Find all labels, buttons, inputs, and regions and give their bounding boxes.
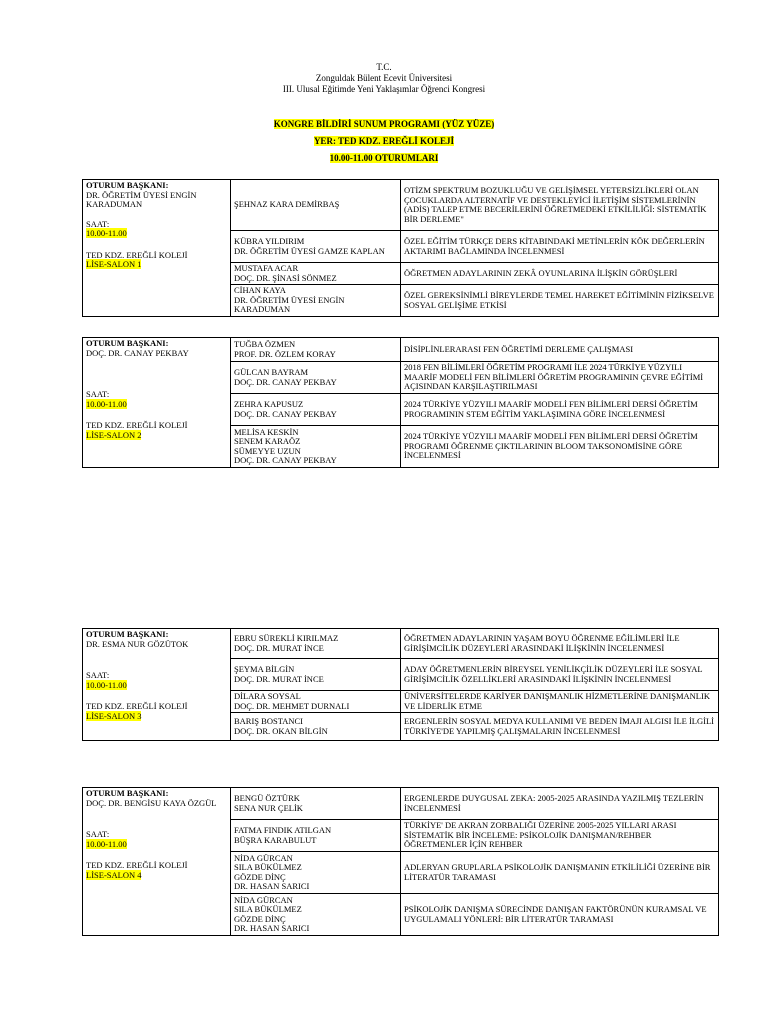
author-name: SÜMEYYE UZUN [234, 445, 301, 456]
program-title: KONGRE BİLDİRİ SUNUM PROGRAMI (YÜZ YÜZE) [273, 119, 495, 129]
author-name: KÜBRA YILDIRIM [234, 236, 305, 246]
program-location [314, 136, 454, 146]
author-name: ŞEHNAZ KARA DEMİRBAŞ [234, 199, 340, 210]
chair-label: OTURUM BAŞKANI: [86, 338, 169, 348]
paper-title: ADLERYAN GRUPLARLA PSİKOLOJİK DANIŞMANIN ETKİLİLİĞİ ÜZERİNE BİR LİTERATÜR TARAMASI [401, 852, 719, 894]
author-name: DR. HASAN SARICI [234, 881, 310, 891]
authors-cell [231, 691, 401, 713]
session-info-cell [83, 180, 231, 317]
author-name: GÖZDE DİNÇ [234, 871, 286, 882]
author-name: DR. ÖĞRETİM ÜYESİ GAMZE KAPLAN [234, 245, 385, 256]
author-name: TUĞBA ÖZMEN [234, 339, 296, 349]
authors-cell [231, 263, 401, 285]
table-row [83, 788, 719, 820]
paper-title: ÖZEL GEREKSİNİMLİ BİREYLERDE TEMEL HAREKET EĞİTİMİNİN FİZİKSELVE SOSYAL GELİŞİME ETKİSİ [401, 285, 719, 317]
chair-label: OTURUM BAŞKANI: [86, 180, 169, 190]
authors-cell [231, 362, 401, 394]
location-value: TED KDZ. EREĞLİ KOLEJİ [338, 136, 455, 146]
author-name: GÜLCAN BAYRAM [234, 367, 309, 377]
saat-value: 10.00-11.00 [86, 838, 127, 849]
chair-label: OTURUM BAŞKANI: [86, 629, 169, 639]
paper-title: TÜRKİYE' DE AKRAN ZORBALIĞI ÜZERİNE 2005-2025 YILLARI ARASI SİSTEMATİK BİR İNCELEME: PSİKOLOJİK DANIŞMAN/REHBER ÖĞRETMENLER İÇİN REHBER [401, 820, 719, 852]
author-name: SILA BÜKÜLMEZ [234, 862, 302, 872]
author-name: DOÇ. DR. MURAT İNCE [234, 642, 324, 653]
saat-label: SAAT: [86, 670, 110, 680]
authors-cell [231, 894, 401, 936]
authors-cell [231, 426, 401, 468]
program-session-time: 10.00-11.00 OTURUMLARI [329, 153, 439, 163]
paper-title: ÖĞRETMEN ADAYLARININ YAŞAM BOYU ÖĞRENME EĞİLİMLERİ İLE GİRİŞİMCİLİK DÜZEYLERİ ARASINDAKİ İLİŞKİNİN İNCELENMESİ [401, 629, 719, 659]
table-row [83, 180, 719, 231]
author-name: DOÇ. DR. CANAY PEKBAY [234, 376, 337, 387]
paper-title: 2024 TÜRKİYE YÜZYILI MAARİF MODELİ FEN BİLİMLERİ DERSİ ÖĞRETİM PROGRAMI ÖĞRENME ÇIKTILARININ BLOOM TAKSONOMİSİNE GÖRE İNCELENMESİ [401, 426, 719, 468]
paper-title: PSİKOLOJİK DANIŞMA SÜRECİNDE DANIŞAN FAKTÖRÜNÜN KURAMSAL VE UYGULAMALI YÖNLERİ: BİR LİTERATÜR TARAMASI [401, 894, 719, 936]
authors-cell [231, 394, 401, 426]
saat-value: 10.00-11.00 [86, 398, 127, 409]
paper-title: ÖĞRETMEN ADAYLARININ ZEKÂ OYUNLARINA İLİŞKİN GÖRÜŞLERİ [401, 263, 719, 285]
salon-name: LİSE-SALON 2 [86, 429, 142, 440]
author-name: DR. ÖĞRETİM ÜYESİ ENGİN KARADUMAN [234, 294, 345, 315]
authors-cell [231, 788, 401, 820]
author-name: EBRU SÜREKLİ KIRILMAZ [234, 633, 339, 643]
author-name: SENEM KARAÖZ [234, 436, 301, 446]
author-name: NİDA GÜRCAN [234, 852, 293, 863]
authors-cell [231, 180, 401, 231]
author-name: DOÇ. DR. ŞİNASİ SÖNMEZ [234, 272, 337, 283]
paper-title: 2024 TÜRKİYE YÜZYILI MAARİF MODELİ FEN BİLİMLERİ DERSİ ÖĞRETİM PROGRAMININ STEM EĞİTİM YAKLAŞIMINA GÖRE İNCELENMESİ [401, 394, 719, 426]
author-name: DOÇ. DR. CANAY PEKBAY [234, 455, 337, 465]
program-location-row [0, 136, 768, 146]
session-table [82, 179, 719, 317]
saat-value: 10.00-11.00 [86, 228, 127, 238]
authors-cell [231, 338, 401, 362]
salon-name: LİSE-SALON 3 [86, 710, 142, 721]
author-name: DİLARA SOYSAL [234, 691, 301, 701]
authors-cell [231, 629, 401, 659]
paper-title: ÖZEL EĞİTİM TÜRKÇE DERS KİTABINDAKİ METİNLERİN KÖK DEĞERLERİN AKTARIMI BAĞLAMINDA İNCELENMESİ [401, 231, 719, 263]
paper-title: DİSİPLİNLERARASI FEN ÖĞRETİMİ DERLEME ÇALIŞMASI [401, 338, 719, 362]
author-name: NİDA GÜRCAN [234, 894, 293, 905]
saat-value: 10.00-11.00 [86, 679, 127, 690]
salon-name: LİSE-SALON 4 [86, 869, 142, 880]
author-name: DOÇ. DR. CANAY PEKBAY [234, 408, 337, 419]
table-row [83, 338, 719, 362]
venue: TED KDZ. EREĞLİ KOLEJİ [86, 701, 188, 711]
authors-cell [231, 231, 401, 263]
author-name: BENGÜ ÖZTÜRK [234, 793, 300, 803]
authors-cell [231, 659, 401, 691]
paper-title: ÜNİVERSİTELERDE KARİYER DANIŞMANLIK HİZMETLERİNE DANIŞMANLIK VE LİDERLİK ETME [401, 691, 719, 713]
saat-label: SAAT: [86, 389, 110, 399]
chair-name: DR. ÖĞRETİM ÜYESİ ENGİN KARADUMAN [86, 189, 197, 209]
author-name: BARIŞ BOSTANCI [234, 716, 303, 726]
header-line-congress: III. Ulusal Eğitimde Yeni Yaklaşımlar Öğrenci Kongresi [282, 84, 486, 94]
author-name: BÜŞRA KARABULUT [234, 834, 317, 845]
session-info-cell [83, 338, 231, 468]
author-name: FATMA FINDIK ATILGAN [234, 825, 332, 835]
author-name: SILA BÜKÜLMEZ [234, 904, 302, 914]
author-name: ŞEYMA BİLGİN [234, 664, 295, 674]
program-title-row [0, 119, 768, 129]
chair-name: DOÇ. DR. BENGİSU KAYA ÖZGÜL [86, 797, 217, 808]
session-info-cell [83, 788, 231, 936]
header-line-tc: T.C. [376, 62, 392, 72]
header-line-university: Zonguldak Bülent Ecevit Üniversitesi [315, 73, 453, 83]
authors-cell [231, 713, 401, 741]
session-table [82, 787, 719, 936]
table-row [83, 629, 719, 659]
program-session-time-row [0, 153, 768, 163]
author-name: DOÇ. DR. OKAN BİLGİN [234, 725, 328, 736]
chair-label: OTURUM BAŞKANI: [86, 788, 169, 798]
location-label: YER: [313, 136, 336, 146]
authors-cell [231, 285, 401, 317]
chair-name: DOÇ. DR. CANAY PEKBAY [86, 347, 189, 358]
authors-cell [231, 852, 401, 894]
paper-title: OTİZM SPEKTRUM BOZUKLUĞU VE GELİŞİMSEL YETERSİZLİKLERİ OLAN ÇOCUKLARDA ALTERNATİF VE DESTEKLEYİCİ İLETİŞİM SİSTEMLERİNİN (ADİS) TALEP ETME BECERİLERİNİ ÖĞRETMEDEKİ ETKİLİLİĞİ: SİSTEMATİK BİR DERLEME" [401, 180, 719, 231]
author-name: MUSTAFA ACAR [234, 263, 299, 273]
author-name: CİHAN KAYA [234, 285, 286, 296]
author-name: SENA NUR ÇELİK [234, 802, 303, 813]
venue: TED KDZ. EREĞLİ KOLEJİ [86, 860, 188, 870]
authors-cell [231, 820, 401, 852]
document-header [0, 62, 768, 95]
paper-title: 2018 FEN BİLİMLERİ ÖĞRETİM PROGRAMI İLE 2024 TÜRKİYE YÜZYILI MAARİF MODELİ FEN BİLİMLERİ ÖĞRETİM PROGRAMININ ÇEVRE EĞİTİMİ AÇISINDAN KARŞILAŞTIRILMASI [401, 362, 719, 394]
paper-title: ERGENLERDE DUYGUSAL ZEKA: 2005-2025 ARASINDA YAZILMIŞ TEZLERİN İNCELENMESİ [401, 788, 719, 820]
session-info-cell [83, 629, 231, 741]
venue: TED KDZ. EREĞLİ KOLEJİ [86, 420, 188, 430]
saat-label: SAAT: [86, 218, 110, 229]
paper-title: ERGENLERİN SOSYAL MEDYA KULLANIMI VE BEDEN İMAJI ALGISI İLE İLGİLİ TÜRKİYE'DE YAPILMIŞ ÇALIŞMALARIN İNCELENMESİ [401, 713, 719, 741]
saat-label: SAAT: [86, 829, 110, 839]
session-table [82, 337, 719, 468]
venue: TED KDZ. EREĞLİ KOLEJİ [86, 249, 188, 260]
author-name: PROF. DR. ÖZLEM KORAY [234, 348, 336, 359]
chair-name: DR. ESMA NUR GÖZÜTOK [86, 638, 189, 649]
author-name: GÖZDE DİNÇ [234, 913, 286, 924]
session-table [82, 628, 719, 741]
author-name: MELİSA KESKİN [234, 426, 299, 437]
author-name: DOÇ. DR. MEHMET DURNALI [234, 700, 350, 711]
author-name: DOÇ. DR. MURAT İNCE [234, 673, 324, 684]
paper-title: ADAY ÖĞRETMENLERİN BİREYSEL YENİLİKÇİLİK DÜZEYLERİ İLE SOSYAL GİRİŞİMCİLİK ÖZELLİKLERİ ARASINDAKİ İLİŞKİNİN İNCELENMESİ [401, 659, 719, 691]
author-name: ZEHRA KAPUSUZ [234, 399, 304, 409]
author-name: DR. HASAN SARICI [234, 923, 310, 933]
salon-name: LİSE-SALON 1 [86, 259, 142, 269]
